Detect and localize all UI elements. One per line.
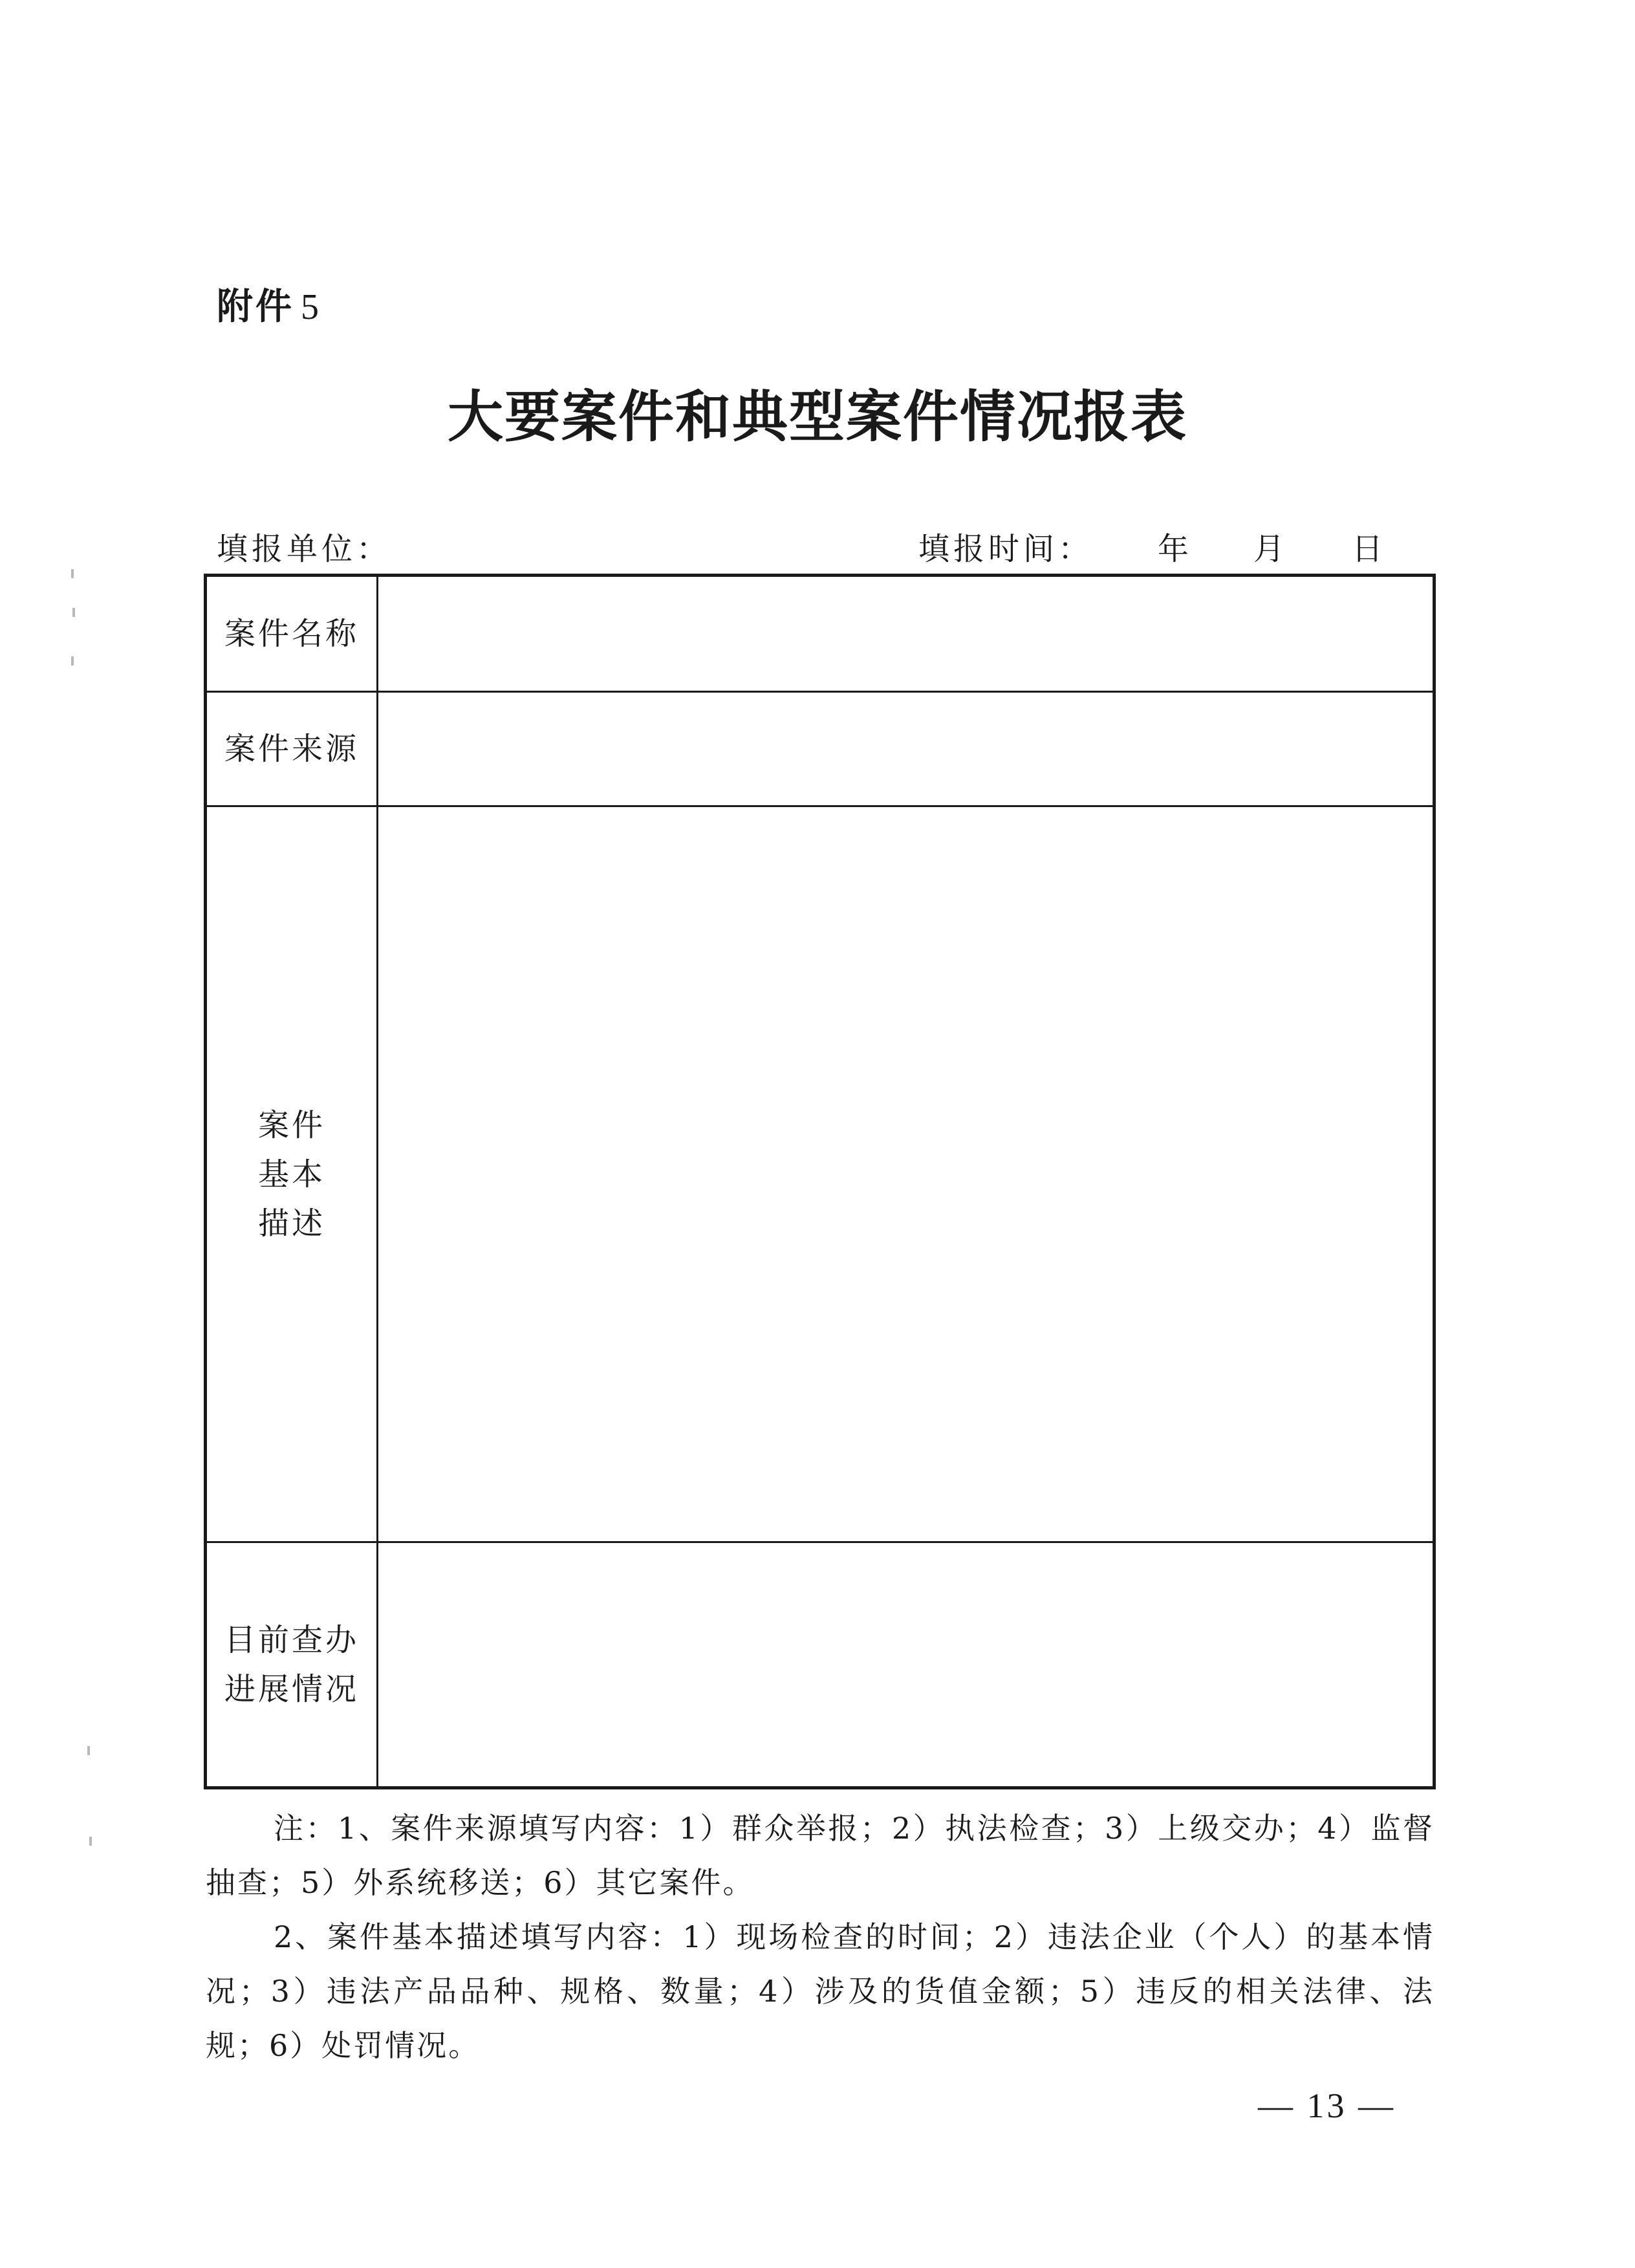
page-title: 大要案件和典型案件情况报表 (448, 384, 1187, 449)
case-description-label-line: 描述 (257, 1205, 325, 1242)
table-row-progress (206, 1542, 1435, 1788)
note-1: 注：1、案件来源填写内容：1）群众举报；2）执法检查；3）上级交办；4）监督抽查；5）外系统移送；6）其它案件。 (206, 1811, 1435, 1900)
fill-unit-label: 填报单位： (217, 531, 392, 567)
fill-time-label: 填报时间： (918, 531, 1094, 567)
note-2: 2、案件基本描述填写内容：1）现场检查的时间；2）违法企业（个人）的基本情况；3）违法产品品种、规格、数量；4）涉及的货值金额；5）违反的相关法律、法规；6）处罚情况。 (206, 1919, 1435, 2063)
binding-hole-mark (71, 569, 74, 578)
table-row-case-name (206, 576, 1435, 692)
case-name-field[interactable] (378, 576, 1435, 692)
fill-year-label: 年 (1158, 531, 1193, 567)
progress-field[interactable] (378, 1542, 1435, 1788)
case-source-label: 案件来源 (206, 692, 378, 806)
report-table (204, 574, 1436, 1789)
attachment-number: 5 (301, 287, 321, 327)
case-description-label (206, 806, 378, 1542)
case-source-field[interactable] (378, 692, 1435, 806)
case-description-label-line: 案件 (257, 1107, 325, 1143)
table-row-case-source (206, 692, 1435, 806)
progress-label-line: 目前查办 (224, 1622, 359, 1658)
table-row-case-description (206, 806, 1435, 1542)
attachment-label (217, 278, 321, 330)
case-name-label: 案件名称 (206, 576, 378, 692)
binding-hole-mark (71, 656, 74, 665)
notes-section (206, 1801, 1435, 2073)
fill-month-label: 月 (1253, 531, 1289, 567)
binding-hole-mark (87, 1746, 90, 1755)
page-number: — 13 — (1258, 2086, 1396, 2125)
binding-hole-mark (72, 608, 75, 617)
progress-label-line: 进展情况 (224, 1671, 359, 1707)
attachment-label-text: 附件 (217, 286, 294, 328)
binding-hole-mark (89, 1837, 92, 1846)
progress-label (206, 1542, 378, 1788)
case-description-label-line: 基本 (257, 1156, 325, 1193)
fill-day-label: 日 (1352, 531, 1387, 567)
case-description-field[interactable] (378, 806, 1435, 1542)
